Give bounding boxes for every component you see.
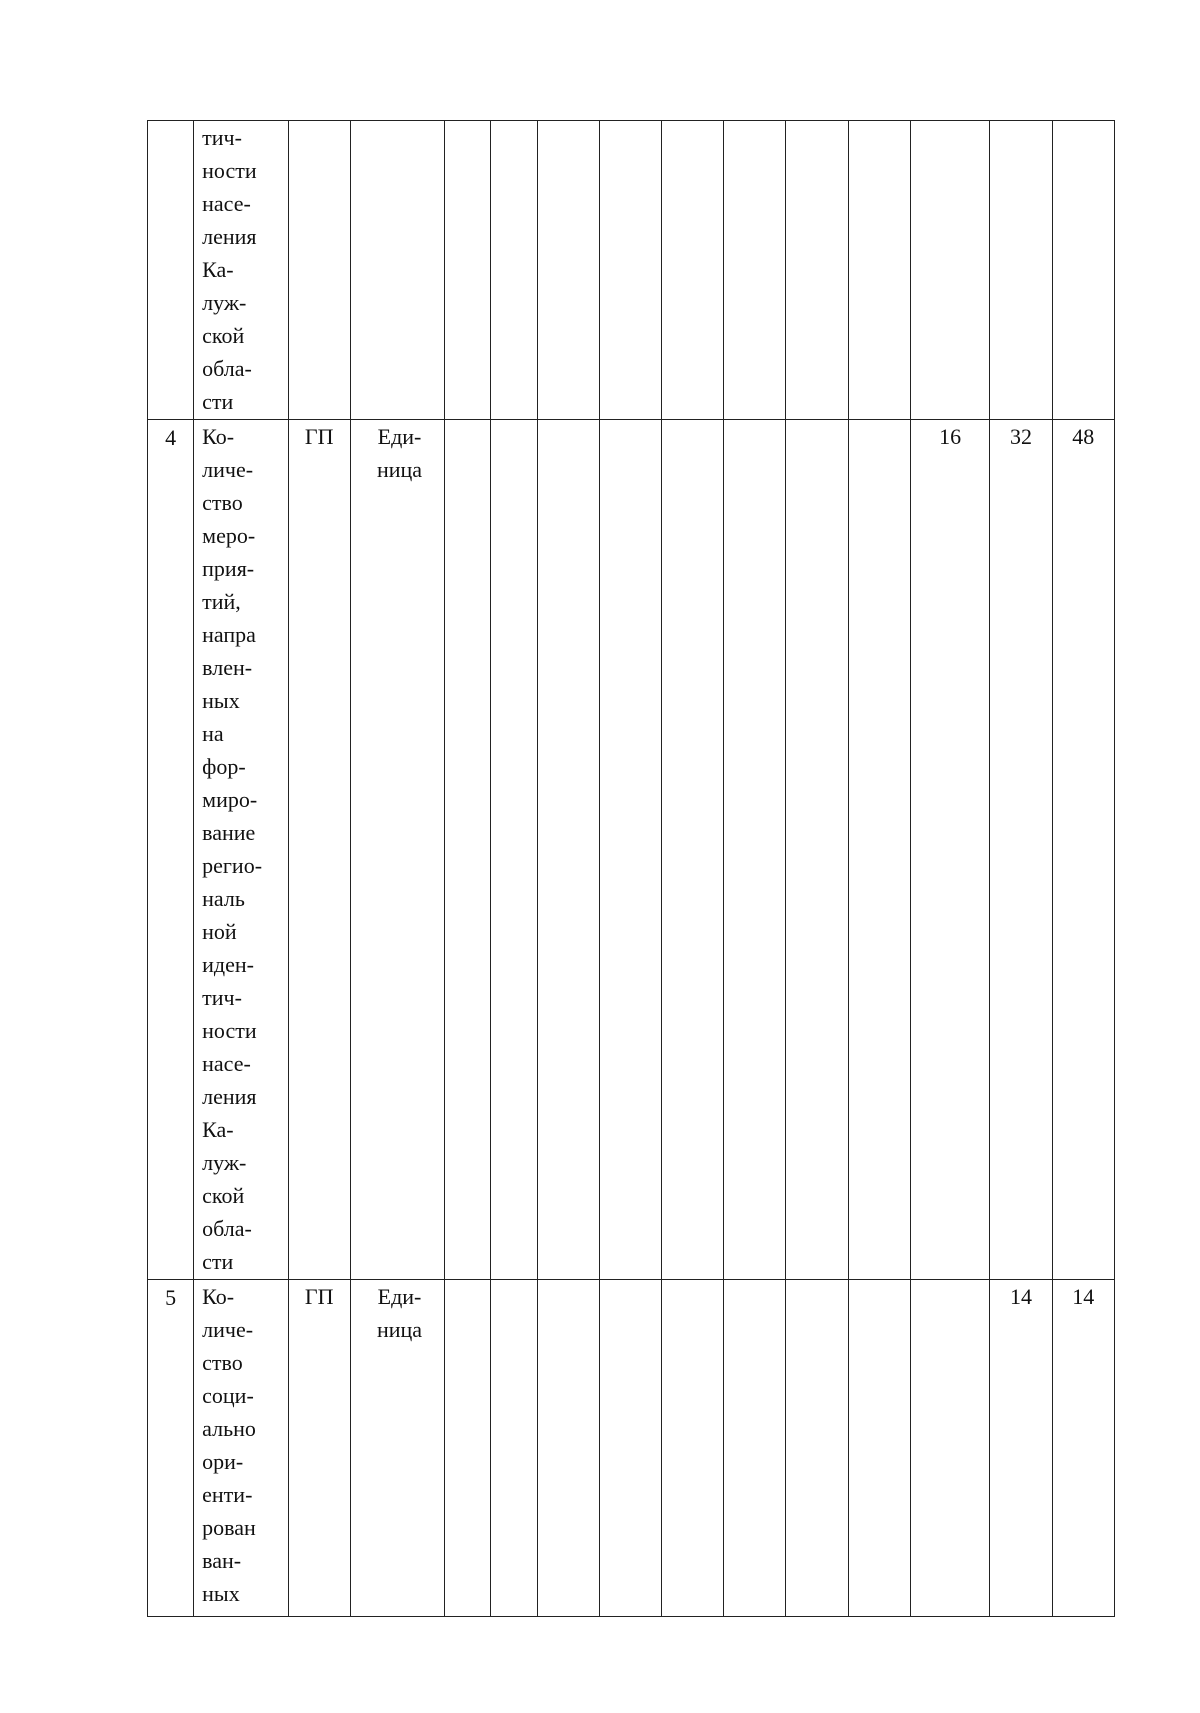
name-line: меро- (202, 523, 256, 548)
unit-line: ница (376, 1317, 423, 1342)
indicators-table (147, 120, 1115, 1617)
name-line: Ка- (202, 1117, 234, 1142)
name-line: луж- (202, 1150, 247, 1175)
name-line: на (202, 721, 224, 746)
unit-line: Еди- (377, 1284, 422, 1309)
value-cell (910, 121, 989, 420)
name-line: ство (202, 490, 243, 515)
value-cell: 14 (1052, 1280, 1114, 1617)
value-cell (491, 420, 537, 1280)
name-line: ской (202, 323, 245, 348)
name-line: насе- (202, 191, 251, 216)
value-cell (990, 121, 1052, 420)
value-cell (848, 1280, 910, 1617)
value-cell (491, 1280, 537, 1617)
value-cell (786, 420, 848, 1280)
name-line: сти (202, 1249, 234, 1274)
value-cell: 16 (910, 420, 989, 1280)
name-line: соци- (202, 1383, 254, 1408)
source-cell (288, 121, 350, 420)
name-line: напра (202, 622, 256, 647)
value-cell (848, 121, 910, 420)
value-cell: 14 (990, 1280, 1052, 1617)
value-cell (786, 121, 848, 420)
table-row (148, 1280, 1115, 1617)
table-row (148, 420, 1115, 1280)
row-number-cell (148, 121, 194, 420)
indicator-name-cell (194, 1280, 288, 1617)
unit-cell (350, 420, 444, 1280)
value-cell (599, 121, 661, 420)
value-cell (662, 420, 724, 1280)
value-cell (662, 1280, 724, 1617)
name-line: ально (202, 1416, 256, 1441)
name-line: регио- (202, 853, 263, 878)
value-cell (537, 121, 599, 420)
value-cell (1052, 121, 1114, 420)
indicator-name-cell (194, 121, 288, 420)
value-cell (445, 1280, 491, 1617)
row-number-cell: 4 (148, 420, 194, 1280)
name-line: сти (202, 389, 234, 414)
value-cell (537, 420, 599, 1280)
name-line: вание (202, 820, 256, 845)
name-line: ной (202, 919, 237, 944)
value-cell (445, 420, 491, 1280)
value-cell (537, 1280, 599, 1617)
value-cell (724, 1280, 786, 1617)
name-line: ления (202, 224, 257, 249)
name-line: ления (202, 1084, 257, 1109)
name-line: наль (202, 886, 245, 911)
source-cell: ГП (288, 420, 350, 1280)
name-line: Ка- (202, 257, 234, 282)
unit-cell (350, 1280, 444, 1617)
name-line: тий, (202, 589, 241, 614)
name-line: влен- (202, 655, 253, 680)
name-line: ных (202, 1581, 240, 1606)
value-cell (599, 420, 661, 1280)
unit-cell (350, 121, 444, 420)
name-line: ори- (202, 1449, 244, 1474)
name-line: Ко- (202, 424, 235, 449)
name-line: прия- (202, 556, 255, 581)
value-cell (724, 420, 786, 1280)
unit-line: Еди- (377, 424, 422, 449)
name-line: обла- (202, 1216, 252, 1241)
name-line: ство (202, 1350, 243, 1375)
value-cell (662, 121, 724, 420)
value-cell (848, 420, 910, 1280)
name-line: иден- (202, 952, 254, 977)
name-line: фор- (202, 754, 246, 779)
name-line: рован (202, 1515, 256, 1540)
value-cell (910, 1280, 989, 1617)
name-line: луж- (202, 290, 247, 315)
name-line: личе- (202, 457, 254, 482)
name-line: ван- (202, 1548, 242, 1573)
name-line: насе- (202, 1051, 251, 1076)
name-line: ской (202, 1183, 245, 1208)
name-line: ных (202, 688, 240, 713)
name-line: миро- (202, 787, 258, 812)
name-line: обла- (202, 356, 252, 381)
name-line: Ко- (202, 1284, 235, 1309)
name-line: тич- (202, 985, 242, 1010)
name-line: тич- (202, 125, 242, 150)
value-cell: 32 (990, 420, 1052, 1280)
name-line: енти- (202, 1482, 253, 1507)
name-line: ности (202, 1018, 257, 1043)
unit-line: ница (376, 457, 423, 482)
table-row-continuation (148, 121, 1115, 420)
indicator-name-cell (194, 420, 288, 1280)
value-cell (724, 121, 786, 420)
value-cell (445, 121, 491, 420)
value-cell (599, 1280, 661, 1617)
value-cell (491, 121, 537, 420)
name-line: личе- (202, 1317, 254, 1342)
row-number-cell: 5 (148, 1280, 194, 1617)
source-cell: ГП (288, 1280, 350, 1617)
value-cell (786, 1280, 848, 1617)
value-cell: 48 (1052, 420, 1114, 1280)
name-line: ности (202, 158, 257, 183)
